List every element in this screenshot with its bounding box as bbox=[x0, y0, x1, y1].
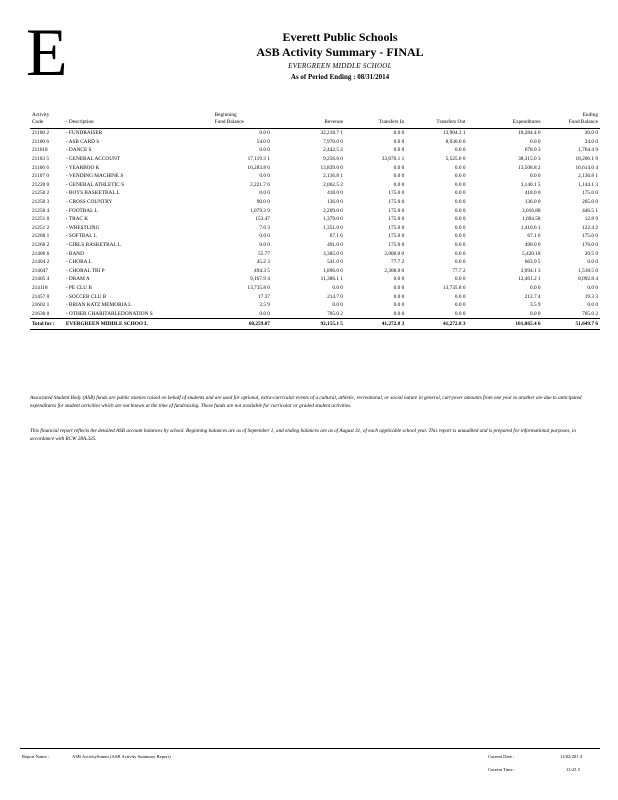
footer-divider bbox=[20, 748, 600, 749]
row-code: 21250 4 bbox=[32, 207, 50, 214]
row-transfers-out: 0.0 0 bbox=[454, 216, 466, 223]
row-code: 21457 0 bbox=[32, 293, 50, 300]
current-date-value: 11/02/201 4 bbox=[560, 754, 582, 759]
row-transfers-out: 0.0 0 bbox=[454, 276, 466, 283]
table-row bbox=[30, 215, 600, 224]
row-expenditures: 418.0 0 bbox=[524, 190, 541, 197]
row-description: - DANCE S bbox=[65, 147, 92, 154]
row-transfers-out: 8,030.0 0 bbox=[445, 138, 466, 145]
row-beginning: 54.0 0 bbox=[256, 138, 270, 145]
table-header-row bbox=[30, 112, 600, 129]
row-description: - SOFTBAL L bbox=[65, 233, 97, 240]
report-name-label: Report Name : bbox=[22, 754, 50, 759]
row-description: - CHORA L bbox=[65, 259, 92, 266]
row-expenditures: 38,315.0 3 bbox=[518, 156, 541, 162]
row-transfers-in: 175.0 0 bbox=[388, 224, 405, 231]
district-name: Everett Public Schools bbox=[282, 30, 398, 44]
row-transfers-out: 0.0 0 bbox=[454, 207, 466, 214]
row-code: 21250 3 bbox=[32, 198, 50, 205]
col-header-revenue: Revenue bbox=[324, 118, 343, 125]
row-description: - BOYS BASKETBAL L bbox=[65, 190, 120, 197]
row-beginning: 2,221.7 6 bbox=[250, 181, 270, 188]
row-description: - SOCCER CLU B bbox=[65, 293, 107, 300]
row-ending: 0.0 0 bbox=[587, 259, 598, 266]
row-ending: 1,144.1 3 bbox=[578, 181, 598, 188]
row-expenditures: 0.0 0 bbox=[529, 284, 541, 291]
table-row bbox=[30, 275, 600, 284]
row-expenditures: 3.5 9 bbox=[529, 302, 541, 309]
row-revenue: 0.0 0 bbox=[332, 302, 343, 309]
table-row bbox=[30, 146, 600, 155]
row-code: 214118 bbox=[32, 284, 48, 291]
row-expenditures: 0.0 0 bbox=[529, 173, 541, 180]
row-revenue: 2,442.5 2 bbox=[323, 147, 343, 154]
row-ending: 122.4 2 bbox=[582, 224, 598, 231]
row-transfers-out: 0.0 0 bbox=[454, 224, 466, 231]
row-description: - GENERAL ATHLETIC S bbox=[65, 181, 125, 188]
row-code: 21103 5 bbox=[32, 156, 50, 162]
row-ending: 175.0 0 bbox=[582, 233, 598, 240]
col-header-code: Activity Code bbox=[32, 112, 50, 125]
table-row bbox=[30, 241, 600, 250]
col-header-expenditures: Expenditures bbox=[512, 118, 541, 125]
row-transfers-out: 0.0 0 bbox=[454, 233, 466, 240]
table-row bbox=[30, 232, 600, 241]
row-transfers-in: 0.0 0 bbox=[393, 164, 405, 171]
row-description: - GENERAL ACCOUNT bbox=[65, 156, 121, 162]
section-letter: E bbox=[26, 14, 68, 90]
row-revenue: 0.0 0 bbox=[332, 284, 343, 291]
row-ending: 1,764.4 9 bbox=[578, 147, 598, 154]
row-transfers-out: 0.0 0 bbox=[454, 293, 466, 300]
row-ending: 16,614.0 4 bbox=[575, 164, 598, 171]
row-transfers-in: 0.0 0 bbox=[393, 284, 405, 291]
row-transfers-out: 0.0 0 bbox=[454, 302, 466, 309]
row-transfers-in: 175.0 0 bbox=[388, 241, 405, 248]
row-expenditures: 3,094.1 3 bbox=[520, 267, 541, 274]
row-beginning: 0.0 0 bbox=[259, 310, 270, 317]
row-transfers-in: 2,300.0 0 bbox=[384, 267, 405, 274]
row-description: - DRAM A bbox=[65, 276, 90, 283]
row-beginning: 494.3 5 bbox=[254, 267, 270, 274]
row-ending: 12.8 9 bbox=[584, 216, 598, 223]
row-expenditures: 0.0 0 bbox=[529, 138, 541, 145]
report-title: ASB Activity Summary - FINAL bbox=[256, 45, 424, 59]
row-revenue: 13,839.0 0 bbox=[320, 164, 343, 171]
row-beginning: 45.2 3 bbox=[256, 259, 270, 266]
row-ending: 8,092.8 4 bbox=[578, 276, 598, 283]
table-row bbox=[30, 198, 600, 207]
total-beginning: 60,259.07 bbox=[213, 319, 272, 330]
row-code: 21250 2 bbox=[32, 190, 50, 197]
row-transfers-in: 33,670.1 1 bbox=[381, 156, 405, 162]
row-expenditures: 3,016.88 bbox=[522, 207, 541, 214]
row-code: 21405 4 bbox=[32, 276, 50, 283]
row-beginning: 0.0 0 bbox=[259, 241, 270, 248]
row-revenue: 1,379.0 0 bbox=[323, 216, 343, 223]
row-transfers-in: 2,000.0 0 bbox=[384, 250, 405, 257]
row-expenditures: 1,694.58 bbox=[522, 216, 541, 223]
row-description: - WRESTLING bbox=[65, 224, 100, 231]
row-beginning: 0.0 0 bbox=[259, 173, 270, 180]
row-ending: 175.0 0 bbox=[582, 190, 598, 197]
total-ending: 51,649.7 6 bbox=[543, 319, 600, 330]
row-code: 21220 0 bbox=[32, 181, 50, 188]
row-transfers-out: 0.0 0 bbox=[454, 190, 466, 197]
row-revenue: 11,386.1 1 bbox=[320, 276, 343, 283]
row-expenditures: 212.7 4 bbox=[524, 293, 541, 300]
table-row bbox=[30, 207, 600, 216]
row-beginning: 9,167.9 4 bbox=[250, 276, 270, 283]
row-beginning: 1,079.3 9 bbox=[250, 207, 270, 214]
table-row bbox=[30, 172, 600, 181]
row-beginning: 17.37 bbox=[258, 293, 270, 300]
row-revenue: 1,896.0 0 bbox=[323, 267, 343, 274]
row-revenue: 9,256.6 0 bbox=[323, 156, 343, 162]
row-code: 21100 6 bbox=[32, 138, 50, 145]
row-ending: 0.0 0 bbox=[587, 302, 598, 309]
row-description: - VENDING MACHINE S bbox=[65, 173, 124, 180]
row-beginning: 0.0 0 bbox=[259, 147, 270, 154]
row-revenue: 32,218.7 1 bbox=[320, 130, 343, 137]
row-code: 21106 6 bbox=[32, 164, 50, 171]
current-time-label: Current Time : bbox=[488, 767, 516, 772]
row-revenue: 2,062.5 2 bbox=[323, 181, 343, 188]
table-row bbox=[30, 155, 600, 164]
row-transfers-out: 77.7 2 bbox=[452, 267, 466, 274]
row-description: - FOOTBAL L bbox=[65, 207, 98, 214]
col-header-description: - Description bbox=[65, 118, 94, 125]
total-expenditures: 101,065.4 6 bbox=[467, 319, 542, 330]
row-description: - BRIAN KATZ MEMORIA L bbox=[65, 302, 132, 309]
row-description: - YEARBOO K bbox=[65, 164, 100, 171]
table-row bbox=[30, 267, 600, 276]
row-transfers-out: 0.0 0 bbox=[454, 173, 466, 180]
row-revenue: 2,209.0 0 bbox=[323, 207, 343, 214]
activity-summary-table bbox=[30, 112, 600, 330]
row-transfers-out: 0.0 0 bbox=[454, 310, 466, 317]
row-beginning: 0.0 0 bbox=[259, 233, 270, 240]
row-description: - CHORAL TRI P bbox=[65, 267, 105, 274]
row-revenue: 541.0 0 bbox=[327, 259, 343, 266]
row-transfers-in: 175.0 0 bbox=[388, 233, 405, 240]
row-ending: 1,518.5 0 bbox=[578, 267, 598, 274]
row-beginning: 13,735.8 0 bbox=[247, 284, 270, 291]
row-description: - OTHER CHARITABLEDONATION S bbox=[65, 310, 153, 317]
table-row bbox=[30, 293, 600, 302]
row-transfers-out: 0.0 0 bbox=[454, 259, 466, 266]
row-transfers-in: 0.0 0 bbox=[393, 276, 405, 283]
row-ending: 20.5 9 bbox=[584, 250, 598, 257]
row-description: - ASB CARD S bbox=[65, 138, 100, 145]
row-revenue: 136.0 0 bbox=[327, 198, 343, 205]
school-name: EVERGREEN MIDDLE SCHOOL bbox=[288, 62, 392, 70]
row-transfers-in: 0.0 0 bbox=[393, 147, 405, 154]
table-row bbox=[30, 310, 600, 319]
col-header-transfers-in: Transfers In bbox=[378, 118, 405, 125]
row-expenditures: 490.0 0 bbox=[524, 241, 541, 248]
row-ending: 176.0 0 bbox=[582, 241, 598, 248]
row-code: 214047 bbox=[32, 267, 48, 274]
table-row bbox=[30, 224, 600, 233]
row-ending: 19.3 3 bbox=[584, 293, 598, 300]
row-transfers-in: 0.0 0 bbox=[393, 181, 405, 188]
row-description: - PE CLU B bbox=[65, 284, 92, 291]
row-description: - TRAC K bbox=[65, 216, 89, 223]
row-code: 21100 2 bbox=[32, 130, 50, 137]
row-expenditures: 5,420.18 bbox=[522, 250, 541, 257]
row-code: 21251 0 bbox=[32, 216, 50, 223]
table-row bbox=[30, 138, 600, 147]
total-label: Total for : bbox=[30, 319, 64, 330]
row-description: - GIRLS BASKETBAL L bbox=[65, 241, 122, 248]
row-beginning: 17,119.3 1 bbox=[247, 156, 270, 162]
row-revenue: 2,136.8 1 bbox=[323, 173, 343, 180]
row-revenue: 491.0 0 bbox=[327, 241, 343, 248]
row-ending: 705.0 2 bbox=[582, 310, 598, 317]
row-description: - CROSS COUNTRY bbox=[65, 198, 113, 205]
row-ending: 0.0 0 bbox=[587, 284, 598, 291]
row-transfers-out: 0.0 0 bbox=[454, 250, 466, 257]
table-row bbox=[30, 258, 600, 267]
row-expenditures: 0.0 0 bbox=[529, 310, 541, 317]
row-transfers-out: 0.0 0 bbox=[454, 198, 466, 205]
row-code: 21404 2 bbox=[32, 259, 50, 266]
table-row bbox=[30, 164, 600, 173]
row-ending: 30.0 0 bbox=[584, 130, 598, 137]
total-row bbox=[30, 319, 600, 330]
total-transfers-out: 41,272.8 3 bbox=[406, 319, 467, 330]
row-beginning: 7.0 3 bbox=[259, 224, 270, 231]
row-ending: 446.5 1 bbox=[582, 207, 598, 214]
row-code: 211018 bbox=[32, 147, 48, 154]
row-code: 21602 1 bbox=[32, 302, 50, 309]
row-revenue: 7,970.0 0 bbox=[323, 138, 343, 145]
total-transfers-in: 41,272.8 3 bbox=[345, 319, 406, 330]
row-expenditures: 678.0 3 bbox=[524, 147, 541, 154]
row-transfers-in: 175.0 0 bbox=[388, 216, 405, 223]
row-beginning: 153.47 bbox=[255, 216, 270, 223]
row-transfers-out: 5,525.0 0 bbox=[445, 156, 466, 162]
row-revenue: 705.0 2 bbox=[327, 310, 343, 317]
row-code: 21107 0 bbox=[32, 173, 50, 180]
col-header-ending: Ending Fund Balance bbox=[568, 112, 598, 125]
row-transfers-in: 0.0 0 bbox=[393, 310, 405, 317]
row-transfers-out: 0.0 0 bbox=[454, 181, 466, 188]
row-code: 21260 1 bbox=[32, 233, 50, 240]
row-beginning: 0.0 0 bbox=[259, 130, 270, 137]
row-transfers-out: 0.0 0 bbox=[454, 164, 466, 171]
row-transfers-in: 0.0 0 bbox=[393, 293, 405, 300]
period-ending: As of Period Ending : 08/31/2014 bbox=[290, 73, 390, 81]
row-expenditures: 18,284.4 0 bbox=[518, 130, 541, 137]
row-transfers-out: 0.0 0 bbox=[454, 147, 466, 154]
row-beginning: 90.0 0 bbox=[256, 198, 270, 205]
asb-funds-note: Associated Student Body (ASB) funds are public monies raised on behalf of students and are used for optional, extra-curricular events of a cultural, athletic, recreational, or social nature in general, carryover amounts from one year to another are due to anticipated expenditures for student activities which are not known at the time of fundraising. These funds are not available for curricular or graded student activities. bbox=[30, 395, 582, 409]
row-expenditures: 663.9 5 bbox=[524, 259, 541, 266]
table-row bbox=[30, 250, 600, 259]
row-expenditures: 3,140.1 5 bbox=[520, 181, 541, 188]
table-row bbox=[30, 129, 600, 138]
row-beginning: 0.0 0 bbox=[259, 190, 270, 197]
row-beginning: 16,283.8 6 bbox=[247, 164, 270, 171]
row-ending: 18,206.1 9 bbox=[575, 156, 598, 162]
row-transfers-in: 0.0 0 bbox=[393, 138, 405, 145]
row-beginning: 3.5 9 bbox=[259, 302, 270, 309]
row-revenue: 3,385.0 0 bbox=[323, 250, 343, 257]
row-code: 21400 6 bbox=[32, 250, 50, 257]
row-transfers-in: 0.0 0 bbox=[393, 173, 405, 180]
row-expenditures: 12,461.2 1 bbox=[518, 276, 541, 283]
col-header-transfers-out: Transfers Out bbox=[436, 118, 466, 125]
row-revenue: 418.0 0 bbox=[327, 190, 343, 197]
row-transfers-out: 0.0 0 bbox=[454, 241, 466, 248]
row-code: 21251 2 bbox=[32, 224, 50, 231]
row-transfers-out: 13,904.3 1 bbox=[442, 130, 466, 137]
row-code: 21260 2 bbox=[32, 241, 50, 248]
row-revenue: 67.1 6 bbox=[329, 233, 343, 240]
row-ending: 265.0 0 bbox=[582, 198, 598, 205]
row-transfers-in: 175.0 0 bbox=[388, 207, 405, 214]
row-ending: 24.0 0 bbox=[584, 138, 598, 145]
report-basis-note: This financial report reflects the detailed ASB account balances by school. Beginning balances are as of September 1, and ending balances are as of August 31, of each applicable school year. This report is unaudited and is prepared for informational purposes, in accordance with RCW 28A.325. bbox=[30, 428, 576, 442]
row-code: 21630 0 bbox=[32, 310, 50, 317]
table-row bbox=[30, 284, 600, 293]
row-beginning: 55.77 bbox=[258, 250, 270, 257]
row-revenue: 1,351.0 0 bbox=[323, 224, 343, 231]
table-row bbox=[30, 301, 600, 310]
row-description: - BAND bbox=[65, 250, 84, 257]
total-school: EVERGREEN MIDDLE SCHOO L bbox=[64, 319, 213, 330]
row-expenditures: 136.0 0 bbox=[524, 198, 541, 205]
row-transfers-in: 77.7 2 bbox=[390, 259, 405, 266]
table-row bbox=[30, 189, 600, 198]
col-header-beginning: Beginning Fund Balance bbox=[214, 112, 244, 125]
row-ending: 2,136.8 1 bbox=[578, 173, 598, 180]
row-transfers-out: 13,735.8 0 bbox=[442, 284, 466, 291]
row-transfers-in: 0.0 0 bbox=[393, 130, 405, 137]
row-expenditures: 13,508.8 2 bbox=[518, 164, 541, 171]
row-transfers-in: 175.0 0 bbox=[388, 198, 405, 205]
row-expenditures: 67.1 6 bbox=[527, 233, 541, 240]
current-time-value: 13:23 5 bbox=[566, 767, 580, 772]
table-row bbox=[30, 181, 600, 190]
row-transfers-in: 0.0 0 bbox=[393, 302, 405, 309]
row-transfers-in: 175.0 0 bbox=[388, 190, 405, 197]
total-revenue: 92,155.1 5 bbox=[272, 319, 345, 330]
row-revenue: 214.7 0 bbox=[327, 293, 343, 300]
row-expenditures: 1,410.6 1 bbox=[520, 224, 541, 231]
report-name-value: ASB ActivitySumm (ASB Activity Summary Report) bbox=[72, 754, 171, 759]
current-date-label: Current Date : bbox=[488, 754, 515, 759]
row-description: - FUNDRAISER bbox=[65, 130, 103, 137]
